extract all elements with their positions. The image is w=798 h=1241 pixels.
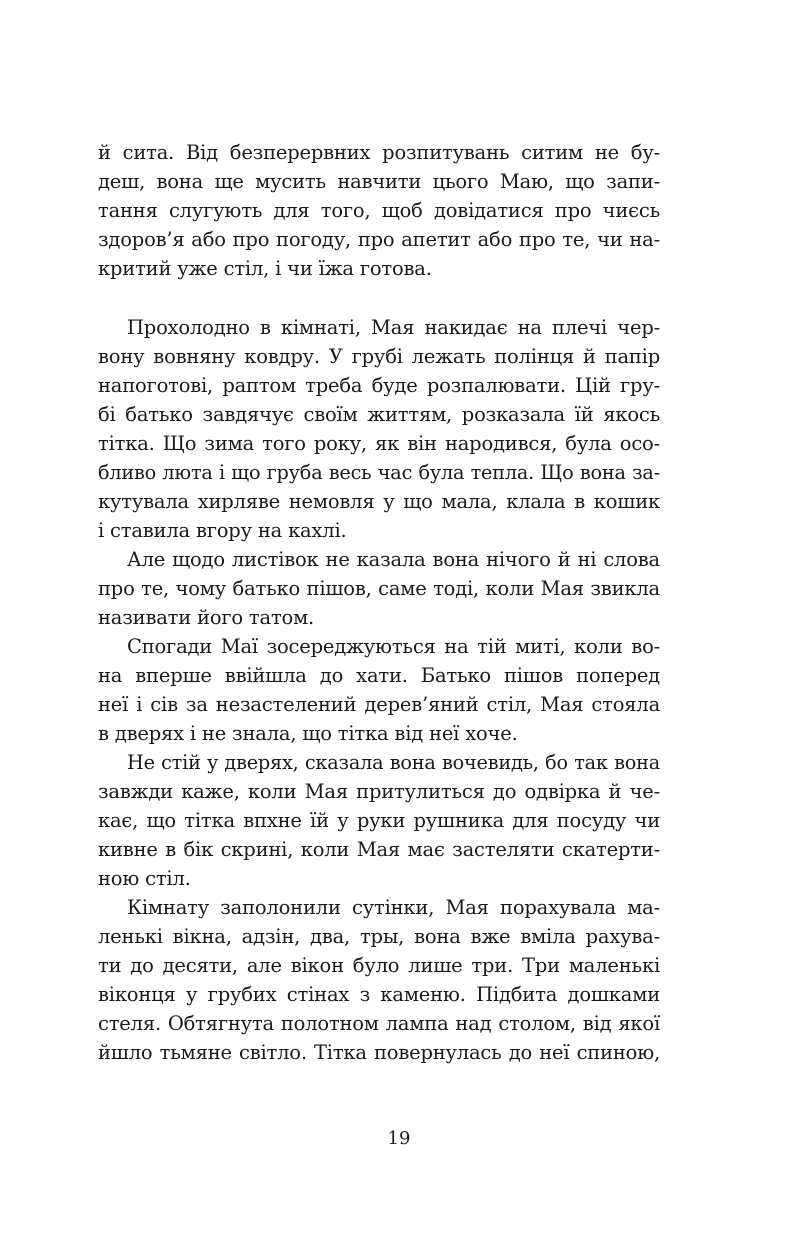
text-line: здоров’я або про погоду, про апетит або про те, чи на- [98,228,660,251]
text-line: бі батько завдячує своїм життям, розказала їй якось [98,403,660,426]
text-line: ленькі вікна, адзін, два, тры, вона вже вміла рахува- [98,925,660,948]
text-line: неї і сів за незастелений дерев’яний стіл, Мая стояла [98,693,660,716]
text-line: кає, що тітка впхне їй у руки рушника для посуду чи [98,809,660,832]
page-number: 19 [387,1128,411,1149]
text-line: кивне в бік скрині, коли Мая має застеляти скатерти- [98,838,660,861]
paragraph-2 [98,313,660,545]
text-line: про те, чому батько пішов, саме тоді, коли Мая звикла [98,577,660,600]
page-body [98,138,660,1067]
text-line: вону вовняну ковдру. У грубі лежать полінця й папір [98,345,660,368]
section-break [98,283,660,313]
text-line: ною стіл. [98,867,191,890]
text-line: напоготові, раптом треба буде розпалювати. Цій гру- [98,374,660,397]
paragraph-3 [98,545,660,632]
text-line: називати його татом. [98,606,315,629]
text-line: деш, вона ще мусить навчити цього Маю, що запи- [98,170,660,193]
paragraph-6 [98,893,660,1067]
text-line: й сита. Від безперервних розпитувань ситим не бу- [98,141,660,164]
paragraph-1 [98,138,660,283]
text-line: на вперше ввійшла до хати. Батько пішов поперед [98,664,660,687]
paragraph-5 [98,748,660,893]
text-line: Кімнату заполонили сутінки, Мая порахувала ма- [127,896,660,919]
text-line: тання слугують для того, щоб довідатися про чиєсь [98,199,660,222]
text-line: в дверях і не знала, що тітка від неї хоче. [98,722,518,745]
text-line: бливо люта і що груба весь час була тепла. Що вона за- [98,461,660,484]
text-line: стеля. Обтягнута полотном лампа над столом, від якої [98,1012,660,1035]
text-line: тітка. Що зима того року, як він народився, була осо- [98,432,660,455]
text-line: ти до десяти, але вікон було лише три. Три маленькі [98,954,660,977]
paragraph-4 [98,632,660,748]
text-line: Прохолодно в кімнаті, Мая накидає на плечі чер- [127,316,660,339]
text-line: Спогади Маї зосереджуються на тій миті, коли во- [127,635,660,658]
text-line: завжди каже, коли Мая притулиться до одвірка й че- [98,780,660,803]
text-line: кутувала хирляве немовля у що мала, клала в кошик [98,490,660,513]
text-line: і ставила вгору на кахлі. [98,519,347,542]
text-line: віконця у грубих стінах з каменю. Підбита дошками [98,983,660,1006]
text-line: Не стій у дверях, сказала вона вочевидь, бо так вона [127,751,660,774]
text-line: Але щодо листівок не казала вона нічого й ні слова [127,548,660,571]
text-line: йшло тьмяне світло. Тітка повернулась до неї спиною, [98,1041,660,1064]
text-line: критий уже стіл, і чи їжа готова. [98,257,432,280]
